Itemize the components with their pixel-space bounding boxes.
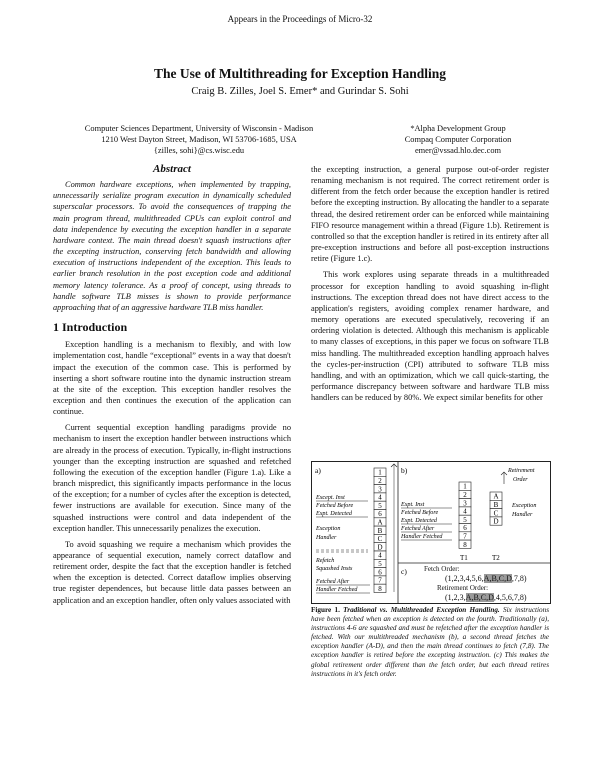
affiliation-left-line3: {zilles, sohi}@cs.wisc.edu <box>153 146 245 155</box>
panel-b-label: b) <box>401 466 408 475</box>
instruction-label: 3 <box>378 485 382 494</box>
instruction-label: D <box>377 543 383 552</box>
instruction-label: 1 <box>463 482 467 491</box>
fetch-order-label: Fetch Order: <box>424 565 460 573</box>
author-list: Craig B. Zilles, Joel S. Emer* and Gurindar S. Sohi <box>191 86 409 97</box>
instruction-label: D <box>493 517 499 526</box>
instruction-label: 4 <box>378 493 382 502</box>
caption-title: Traditional vs. Multithreaded Exception Handling. <box>343 606 500 614</box>
a-label-fetched-after: Fetched After <box>316 579 350 585</box>
instruction-label: 3 <box>463 499 467 508</box>
panel-b-thread2-stack <box>490 492 502 526</box>
instruction-label: 6 <box>378 510 382 519</box>
instruction-label: A <box>377 518 383 527</box>
fetch-order-pre: (1,2,3,4,5,6, <box>445 574 484 583</box>
a-label-fetched-before: Fetched Before <box>316 503 354 509</box>
b-label-handler-fetched: Handler Fetched <box>401 534 443 540</box>
retire-order-post: ,4,5,6,7,8) <box>493 593 527 602</box>
instruction-label: 4 <box>463 507 467 516</box>
b-label-fetched-after: Fetched After <box>401 526 435 532</box>
instruction-label: 5 <box>378 501 382 510</box>
b-label-order: Order <box>513 477 528 483</box>
panel-c-label: c) <box>401 567 407 576</box>
instruction-label: 8 <box>378 584 382 593</box>
a-label-squashed-insts: Squashed Insts <box>316 566 353 572</box>
retire-order-handler-highlight: A,B,C,D <box>465 593 494 602</box>
instruction-label: 7 <box>463 532 467 541</box>
right-column <box>311 164 549 403</box>
instruction-label: 7 <box>378 576 382 585</box>
affiliation-left-line2: 1210 West Dayton Street, Madison, WI 53706-1685, USA <box>101 135 297 144</box>
panel-a-label: a) <box>315 466 321 475</box>
instruction-label: 2 <box>463 491 467 499</box>
affiliation-right <box>378 123 538 156</box>
thread2-label: T2 <box>492 554 500 562</box>
retire-order-value <box>445 593 527 602</box>
panel-a-labels <box>315 495 358 593</box>
a-label-expt-detected: Expt. Detected <box>316 511 352 517</box>
affiliation-left <box>64 123 334 156</box>
panel-b-thread1-stack <box>459 482 471 549</box>
b-label-expt-detected: Expt. Detected <box>401 518 437 524</box>
retire-order-label: Retirement Order: <box>437 584 489 592</box>
intro-paragraph-1: Exception handling is a mechanism to flexibly, and with low implementation cost, handle “exceptional” events in a way that doesn't impact the execution of the common case. This is performed by inserting a short software routine into the dynamic instruction stream at the site of the exception. This exception handler resolves the exception and then continues the execution of the application can continue. <box>53 340 291 417</box>
instruction-label: 1 <box>378 468 382 477</box>
fetch-order-value <box>445 574 527 583</box>
fetch-order-handler-highlight: A,B,C,D <box>483 574 512 583</box>
a-label-except-inst: Except. Inst <box>316 495 345 501</box>
intro-paragraph-2: Current sequential exception handling paradigms provide no mechanism to insert the exception handler between instructions which are already in the process of execution. Typically, in-flight instructions younger than the excepting instruction are squashed and refetched following the execution of the exception handler (Figure 1.a). Like a branch mispredict, this significantly impacts performance in the locus of the exception; for a number of cycles after the exception is detected, fewer instructions are available for execution. Since many of the squashed instructions were control and data independent of the exception handler. This unnecessarily penalizes the execution. <box>53 423 291 533</box>
instruction-label: C <box>493 509 499 518</box>
fetch-order-post: ,7,8) <box>511 574 527 583</box>
figure-caption <box>311 606 549 679</box>
affiliation-left-line1: Computer Sciences Department, University of Wisconsin - Madison <box>84 124 314 133</box>
instruction-label: 4 <box>378 551 382 560</box>
instruction-label: 6 <box>463 524 467 533</box>
thread1-label: T1 <box>460 554 468 562</box>
a-label-exception: Exception <box>316 526 341 532</box>
right-paragraph-1: the excepting instruction, a general purpose out-of-order register renaming mechanism is not required. The correct retirement order is different from the fetch order because the exception handler is retired before the excepting instruction. By allocating the handler to a separate thread, the desired retirement order can be enforced while maintaining FIFO resource management within a thread (Figure 1.b). Retirement is controlled so that the exception handler is retired in its entirety after all pre-exception instructions and before all post-exception instructions retire (Figure 1.c). <box>311 165 549 264</box>
affiliation-right-line1: *Alpha Development Group <box>410 124 506 133</box>
a-label-refetch: Refetch <box>316 558 335 564</box>
b-label-handler: Handler <box>512 512 533 518</box>
instruction-label: B <box>377 526 383 535</box>
a-label-handler: Handler <box>316 535 337 541</box>
b-label-fetched-before: Fetched Before <box>401 510 439 516</box>
a-label-handler-fetched: Handler Fetched <box>316 587 358 593</box>
right-paragraph-2: This work explores using separate threads in a multithreaded processor for exception handling to avoid squashing in-flight instructions. The exception thread does not have direct access to the application's registers, avoiding complex renamer hardware, and memory operations are executed speculatively, recovering if an ordering violation is detected. Although this mechanism is applicable to many classes of exceptions, in this paper we focus on software TLB miss handling. The multithreaded exception handling approach halves the cycles-per-instruction (CPI) attributed to software TLB miss handling, and with an optimization, which we call quick-starting, the performance discrepancy between software and hardware TLB miss handlers can be reduced by 80%. We expect similar benefits for other <box>311 270 549 403</box>
caption-lead: Figure 1. <box>311 606 344 614</box>
b-label-expt-inst: Expt. Inst <box>401 502 425 508</box>
figure-1 <box>311 461 551 604</box>
left-column <box>53 164 291 606</box>
running-header: Appears in the Proceedings of Micro-32 <box>227 14 373 24</box>
caption-text: Six instructions have been fetched when an exception is detected on the fourth. Traditionally (a), instructions 4-6 are squashed and must be refetched after the exception handler is fetched. With our multithreaded mechanism (b), a second thread fetches the exception handler (A-D), and then the main thread continues to fetch (7,8). The exception handler is retired before the excepting instruction. (c) This makes the global retirement order different than the fetch order, but each thread retires instructions in it's fetch order. <box>311 606 549 678</box>
instruction-label: 6 <box>378 568 382 577</box>
affiliation-right-line3: emer@vssad.hlo.dec.com <box>414 146 502 155</box>
affiliation-right-line2: Compaq Computer Corporation <box>404 135 512 144</box>
instruction-label: C <box>377 535 383 544</box>
instruction-label: 8 <box>463 540 467 549</box>
abstract-text: Common hardware exceptions, when implemented by trapping, unnecessarily serialize program execution in dynamically scheduled superscalar processors. To avoid the consequences of trapping the main program thread, multithreaded CPUs can exploit control and data independence by executing the exception handler in a separate hardware context. The main thread doesn't squash instructions after the excepting instruction, conserving fetch bandwidth and allowing execution of instructions independent of the exception. This leads to earlier branch resolution in the post exception code and additional memory latency tolerance. As a proof of concept, using threads to handle software TLB misses is shown to provide performance approaching that of an aggressive hardware TLB miss handler. <box>53 180 291 312</box>
panel-a-stack <box>374 468 386 593</box>
instruction-label: B <box>493 501 499 509</box>
intro-paragraph-3: To avoid squashing we require a mechanism which provides the appearance of sequential execution, namely correct dataflow and retirement order, despite the fact that the exception handler is fetched when the exception is detected. Correct dataflow implies observing true register dependences, but because little data passes between an application and an exception handler, often only values associated with <box>53 539 291 605</box>
abstract-heading: Abstract <box>153 163 191 175</box>
b-label-retirement: Retirement <box>508 468 535 474</box>
paper-title: The Use of Multithreading for Exception Handling <box>153 66 447 81</box>
instruction-label: A <box>493 492 499 501</box>
instruction-label: 5 <box>463 515 467 524</box>
retire-order-pre: (1,2,3, <box>445 593 466 602</box>
section-heading: 1 Introduction <box>53 320 128 335</box>
instruction-label: 2 <box>378 477 382 485</box>
instruction-label: 5 <box>378 560 382 568</box>
b-label-exception: Exception <box>512 503 537 509</box>
